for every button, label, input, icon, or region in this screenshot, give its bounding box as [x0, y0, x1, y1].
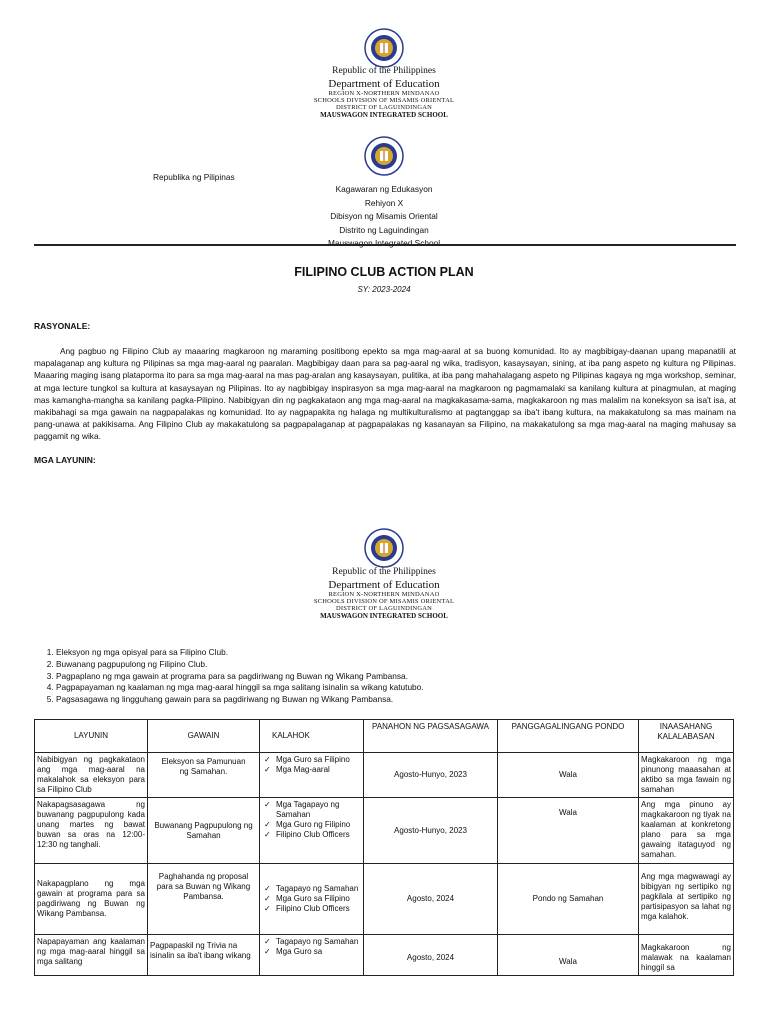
column-header: GAWAIN [148, 720, 260, 753]
cell-kalalabasan: Magkakaroon ng malawak na kaalaman hinggil sa [639, 935, 734, 976]
deped-seal-icon [364, 136, 404, 176]
cell-panahon: Agosto-Hunyo, 2023 [364, 753, 498, 798]
cell-kalahok [260, 864, 364, 935]
cell-layunin: Nabibigyan ng pagkakataon ang mga mag-aaral na makalahok sa eleksyon para sa Filipino Club [35, 753, 148, 798]
cell-panahon: Agosto-Hunyo, 2023 [364, 798, 498, 864]
header-second-seal [0, 136, 768, 181]
department-text: Department of Education [328, 579, 440, 591]
region-text: REGION X-NORTHERN MINDANAO [328, 591, 440, 598]
list-item: 1. Eleksyon ng mga opisyal para sa Filipino Club. [56, 647, 734, 659]
cell-layunin: Nakapagplano ng mga gawain at programa para sa pagdiriwang ng Buwan ng Wikang Pambansa. [35, 864, 148, 935]
table-row [35, 864, 734, 935]
table-row [35, 798, 734, 864]
list-item: 5. Pagsasagawa ng lingguhang gawain para sa pagdiriwang ng Buwan ng Wikang Pambansa. [56, 694, 734, 706]
cell-kalahok [260, 935, 364, 976]
page-title: FILIPINO CLUB ACTION PLAN [294, 265, 474, 279]
column-header: KALAHOK [260, 720, 364, 753]
cell-kalahok [260, 798, 364, 864]
republika-text: Republika ng Pilipinas [153, 172, 235, 182]
header-top-text [0, 66, 768, 119]
kalahok-item: ✓ Mga Guro sa Filipino [262, 755, 361, 765]
department-text: Department of Education [328, 78, 440, 90]
school-text: MAUSWAGON INTEGRATED SCHOOL [320, 111, 448, 119]
region-text: REGION X-NORTHERN MINDANAO [328, 90, 440, 97]
deped-seal-icon [364, 28, 404, 68]
cell-pondo: Wala [498, 753, 639, 798]
cell-gawain: Paghahanda ng proposal para sa Buwan ng Wikang Pambansa. [148, 864, 260, 935]
kalahok-item: ✓ Tagapayo ng Samahan [262, 884, 361, 894]
district-text: DISTRICT OF LAGUINDINGAN [335, 104, 433, 111]
division-text: SCHOOLS DIVISION OF MISAMIS ORIENTAL [313, 97, 455, 104]
dibisyon-text: Dibisyon ng Misamis Oriental [330, 211, 438, 221]
cell-kalalabasan: Magkakaroon ng mga pinunong maaasahan at aktibo sa mga fawain ng samahan [639, 753, 734, 798]
column-header: PANAHON NG PAGSASAGAWA [364, 720, 498, 753]
school-text: MAUSWAGON INTEGRATED SCHOOL [320, 612, 448, 620]
kalahok-item: ✓ Mga Mag-aaral [262, 765, 361, 775]
cell-pondo: Pondo ng Samahan [498, 864, 639, 935]
paaralan-text: Mauswagon Integrated School [327, 238, 441, 248]
header-page2-text [0, 567, 768, 620]
district-text: DISTRICT OF LAGUINDINGAN [335, 605, 433, 612]
column-header: INAASAHANG KALALABASAN [639, 720, 734, 753]
rehiyon-text: Rehiyon X [364, 197, 404, 208]
header-divider [34, 244, 736, 246]
rasyonale-text: Ang pagbuo ng Filipino Club ay maaaring magkaroon ng maraming positibong epekto sa mga mag-aaral at sa buong komunidad. Ito ay magbibigay-daanan upang mapanatili at mapalaganap ang kultura ng Pilipinas sa mga mag-aaral ng paaralan. Magbibigay daan para sa pag-aaral ng wika, tradisyon, kasaysayan, sining, at iba pang aspeto ng kultura ng Pilipinas. Maaaring maging isang plataporma ito para sa mga mag-aaral na mas pag-aralan ang kasaysayan, pulitika, at iba pang mahahalagang aspeto ng Pilipinas kagaya ng mga workshop, seminar, at mga lecture tungkol sa kultura at kasaysayan ng Pilipinas. Ito ay nagbibigay inspirasyon sa mga mag-aaral na magkaroon ng pagmamalaki sa kanilang kultura at pinagmulan, at maging mas kamangha-mangha sa kanilang pagka-Pilipino. Nabibigyan din ng pagkakataon ang mga mag-aaral na magkakasama-sama, magkakaroon ng mas malalim na koneksyon sa isa't isa, at makibahagi sa mga gawain na nagpapalakas ng komunidad. Ito ay nagpapakita ng halaga ng multikulturalismo at pagtanggap sa iba't ibang kultura, na makakatulong sa mas mainam na pang-unawa at pakikisama. Ang Filipino Club ay makakatulong sa pagpapalaganap at pagpapalakas ng kasanayan sa Filipino, na makakatulong sa mga mag-aaral na maging mahusay sa paggamit ng wika. [34, 346, 736, 442]
table-row [35, 753, 734, 798]
kalahok-item: ✓ Filipino Club Officers [262, 830, 361, 840]
deped-seal-icon [364, 528, 404, 568]
column-header: LAYUNIN [35, 720, 148, 753]
republic-text: Republic of the Philippines [332, 567, 436, 577]
republic-text: Republic of the Philippines [332, 66, 436, 76]
column-header: PANGGAGALINGANG PONDO [498, 720, 639, 753]
action-plan-table [34, 719, 734, 976]
list-item: 3. Pagpaplano ng mga gawain at programa para sa pagdiriwang ng Buwan ng Wikang Pambansa. [56, 671, 734, 683]
header-second-text [0, 183, 768, 251]
cell-kalalabasan: Ang mga magwawagi ay bibigyan ng sertipiko ng pagkilala at sertipiko ng partisipasyon sa lahat ng mga kalahok. [639, 864, 734, 935]
cell-gawain: Buwanang Pagpupulong ng Samahan [148, 798, 260, 864]
cell-layunin: Nakapagsasagawa ng buwanang pagpupulong kada unang martes ng bawat buwan sa oras na 12:00-12:30 ng tanghali. [35, 798, 148, 864]
cell-panahon: Agosto, 2024 [364, 864, 498, 935]
table-header-row [35, 720, 734, 753]
kagawaran-text: Kagawaran ng Edukasyon [335, 184, 433, 194]
kalahok-item: ✓ Filipino Club Officers [262, 904, 361, 914]
kalahok-item: ✓ Tagapayo ng Samahan [262, 937, 361, 947]
objectives-list [34, 647, 734, 706]
cell-kalahok [260, 753, 364, 798]
division-text: SCHOOLS DIVISION OF MISAMIS ORIENTAL [313, 598, 455, 605]
cell-gawain: Pagpapaskil ng Trivia na isinalin sa iba't ibang wikang [148, 935, 260, 976]
cell-panahon: Agosto, 2024 [364, 935, 498, 976]
list-item: 2. Buwanang pagpupulong ng Filipino Club. [56, 659, 734, 671]
kalahok-item: ✓ Mga Guro sa Filipino [262, 894, 361, 904]
cell-gawain: Eleksyon sa Pamunuan ng Samahan. [148, 753, 260, 798]
table-row [35, 935, 734, 976]
cell-layunin: Napapayaman ang kaalaman ng mga mag-aaral hinggil sa mga salitang [35, 935, 148, 976]
school-year: SY: 2023-2024 [357, 285, 411, 294]
kalahok-item: ✓ Mga Guro sa [262, 947, 361, 957]
rasyonale-label: RASYONALE: [34, 321, 91, 331]
kalahok-item: ✓ Mga Guro ng Filipino [262, 820, 361, 830]
kalahok-item: ✓ Mga Tagapayo ng Samahan [262, 800, 361, 820]
layunin-label: MGA LAYUNIN: [34, 455, 96, 465]
list-item: 4. Pagpapayaman ng kaalaman ng mga mag-aaral hinggil sa mga salitang isinalin sa wikang katutubo. [56, 682, 734, 694]
cell-pondo: Wala [498, 935, 639, 976]
distrito-text: Distrito ng Laguindingan [339, 224, 429, 235]
cell-kalalabasan: Ang mga pinuno ay magkakaroon ng tiyak na kaalaman at konkretong plano para sa mga gawaing itataguyod ng samahan. [639, 798, 734, 864]
cell-pondo: Wala [498, 798, 639, 864]
